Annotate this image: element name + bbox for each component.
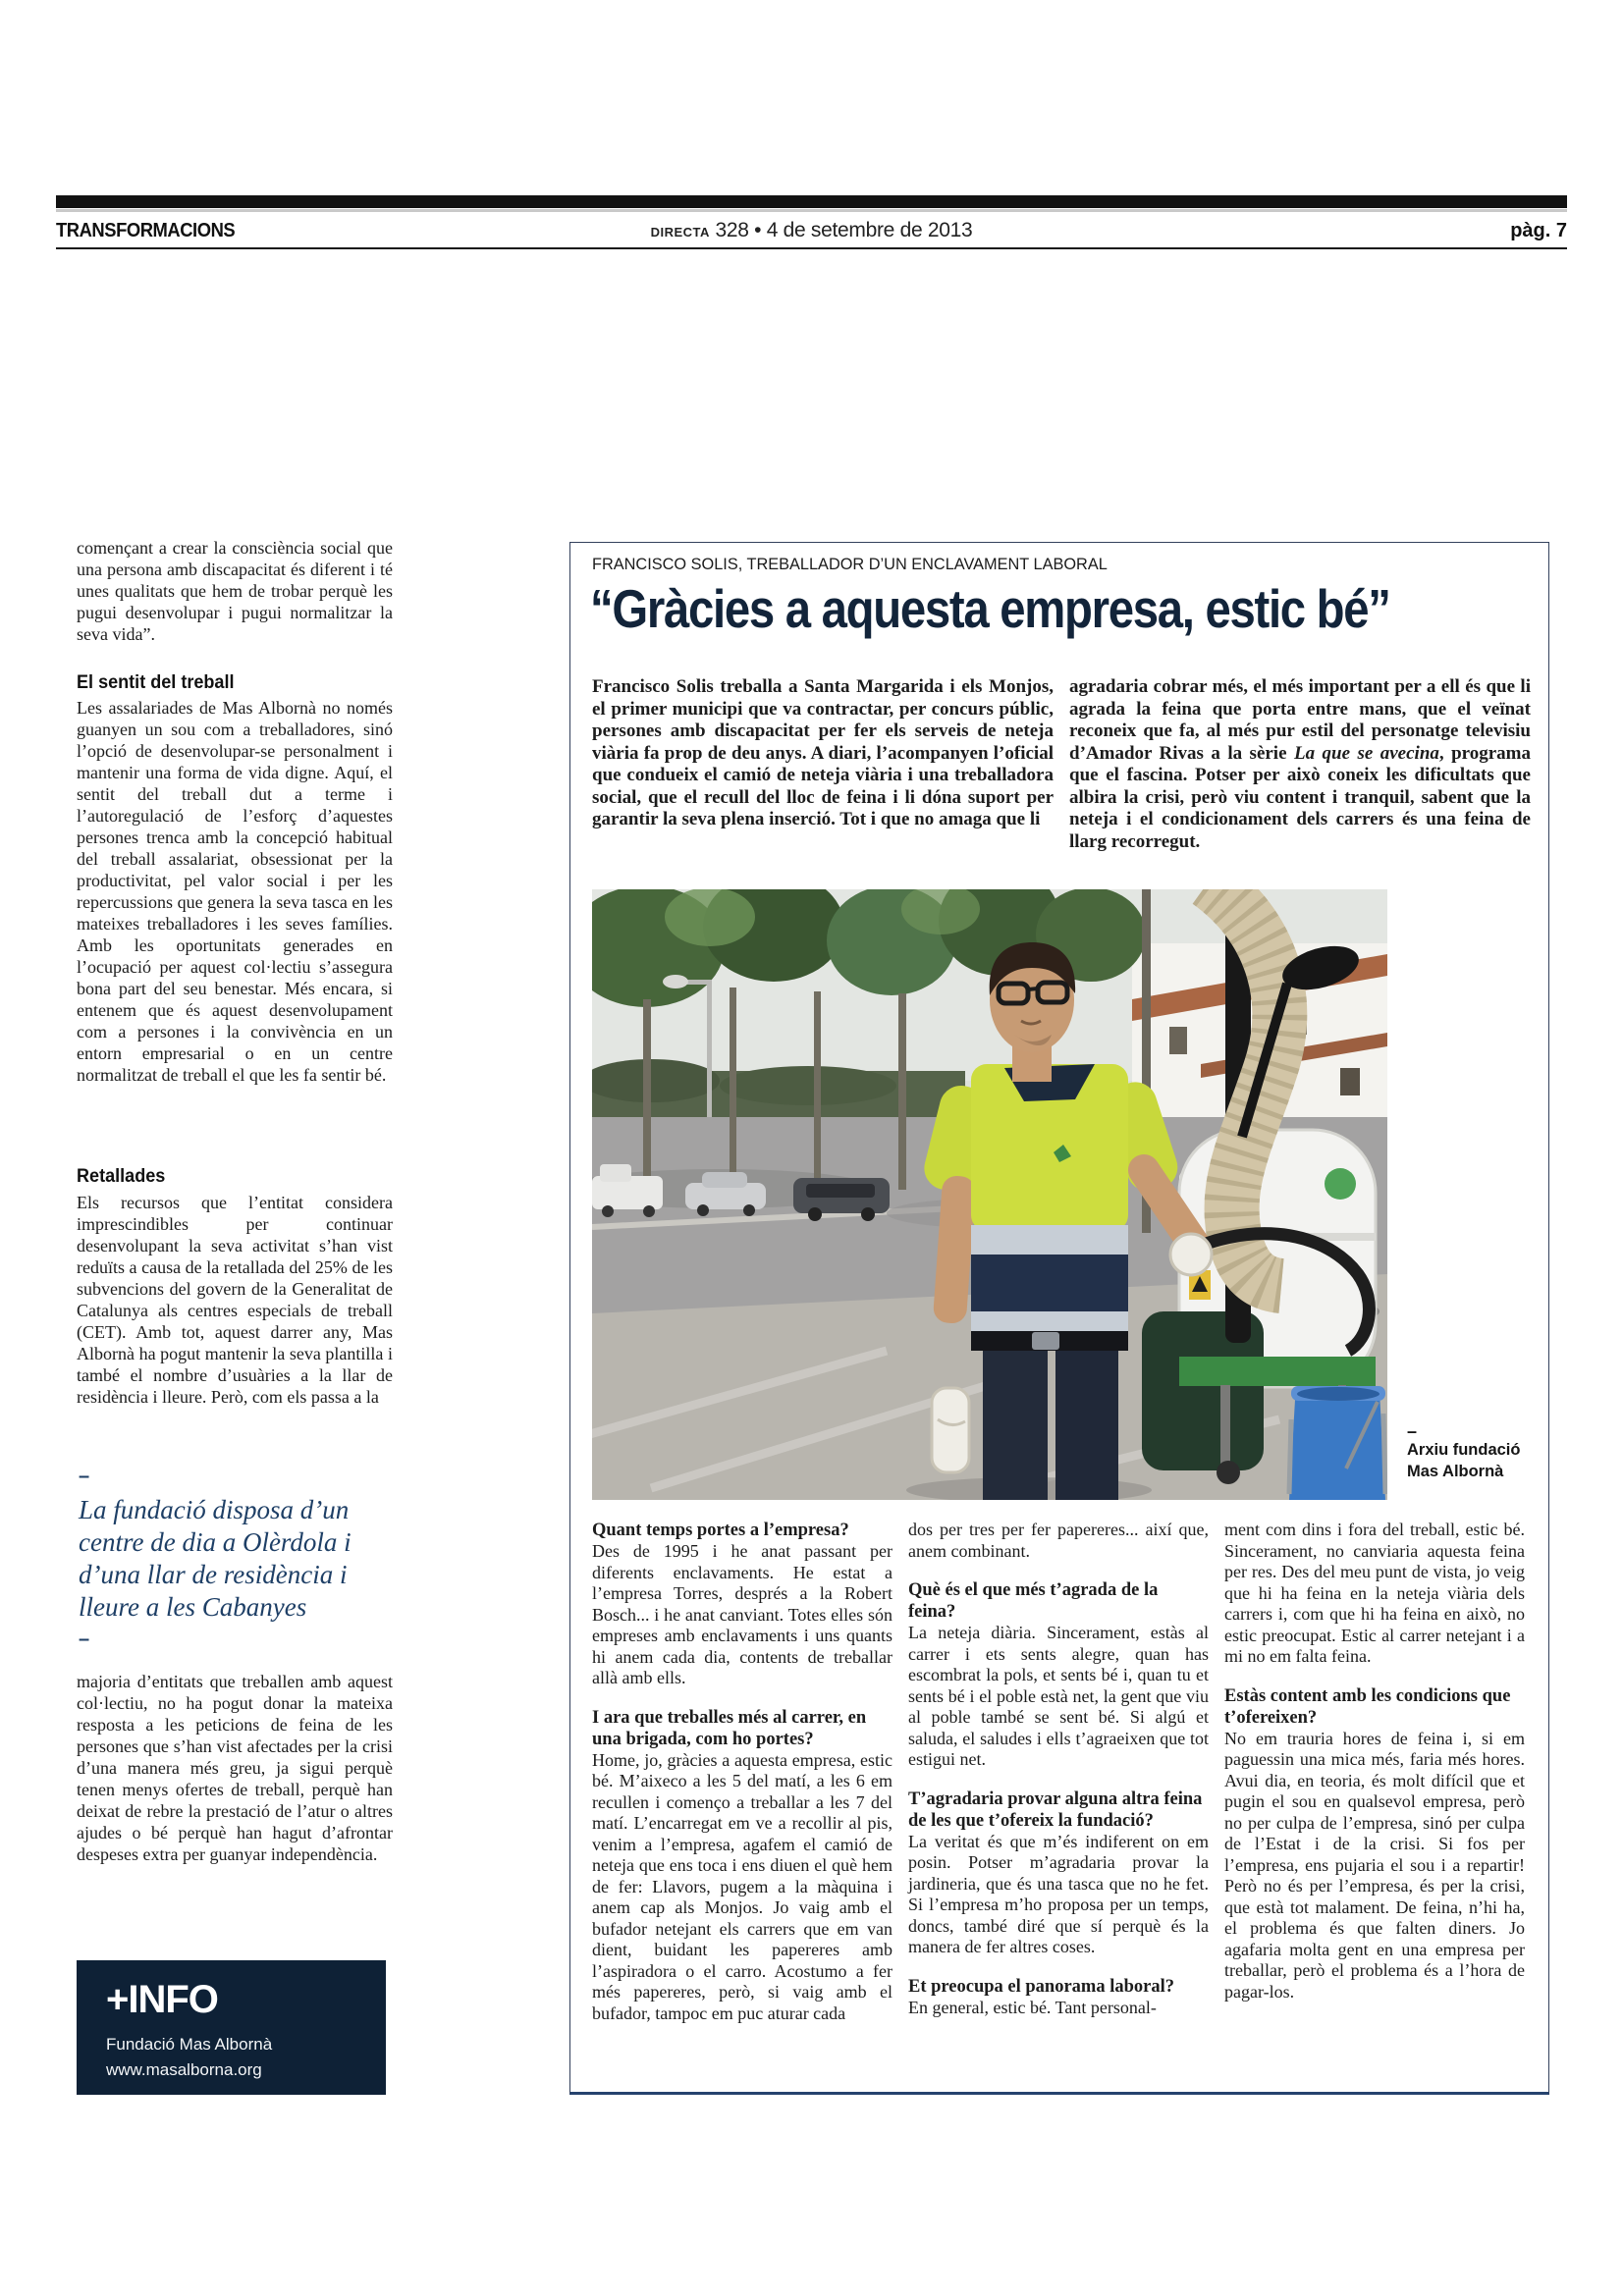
lead-col2-after: , programa que el fascina. Potser per això coneix les dificultats que albira la crisi, però viu content i tranquil, sabent que la neteja i el condicionament dels carrers és una feina de llarg recorregut. [1069, 742, 1532, 852]
qa-answer: ment com dins i fora del treball, estic bé. Sincerament, no canviaria aquesta feina per res. Des del meu punt de vista, jo veig que hi ha feina en la neteja viària dels carrers i, com que hi ha feina en això, no estic preocupat. Estic al carrer netejant i a mi no em falta feina. [1224, 1520, 1525, 1666]
article-photo [592, 889, 1387, 1500]
qa-column-1 [592, 1520, 893, 2024]
qa-answer: La neteja diària. Sincerament, estàs al carrer i ets sents alegre, quan has escombrat la pols, et sents bé i, quan tu et sents bé i el poble està net, la gent que viu al poble també se sent bé. Si algú et saluda, el saludes i ells t’agraeixen que tot estigui net. [908, 1623, 1209, 1769]
qa-answer: Des de 1995 i he anat passant per diferents enclavaments. He estat a l’empresa Torres, després a la Robert Bosch... i he anat canviant. Totes elles són empreses amb enclavaments i uns quants hi anem cada dia, contents de treballar allà amb ells. [592, 1541, 893, 1687]
left-intro-paragraph: començant a crear la consciència social que una persona amb discapacitat és diferent i té unes qualitats que hem de trobar perquè les pugui desenvolupar i pugui normalitzar la seva vida”. [77, 538, 393, 644]
photo-credit [1407, 1423, 1544, 1482]
quote-dash-bottom: – [79, 1629, 90, 1650]
qa-column-3 [1224, 1520, 1525, 2002]
section-title: TRANSFORMACIONS [56, 220, 236, 241]
quote-dash-top: – [79, 1466, 90, 1487]
article-headline: “Gràcies a aquesta empresa, estic bé” [590, 578, 1390, 639]
qa-question: I ara que treballes més al carrer, en una brigada, com ho portes? [592, 1707, 867, 1749]
qa-question: Quant temps portes a l’empresa? [592, 1521, 849, 1540]
issue-date: 328 • 4 de setembre de 2013 [709, 219, 973, 241]
qa-answer: dos per tres per fer papereres... així que, anem combinant. [908, 1520, 1209, 1561]
info-box-url: www.masalborna.org [106, 2060, 262, 2079]
left-body-sentit: Les assalariades de Mas Albornà no només guanyen un sou com a treballadores, sinó l’opció de desenvolupar-se personalment i mantenir una forma de vida digne. Aquí, el sentit del treball dut a terme i l’autoregulació de l’esforç d’aquestes persones trenca amb la concepció habitual del treball assalariat, obsessionat per la productivitat, pel valor social i per les repercussions que genera la seva tasca en les mateixes treballadores i les seves famílies. Amb les oportunitats generades en l’ocupació per aquest col·lectiu s’assegura bona part del seu benestar. Més encara, si entenem que és aquest desenvolupament com a persones i la convivència en un entorn empresarial o en un centre normalitzat de treball el que les fa sentir bé. [77, 698, 393, 1085]
credit-line-2: Mas Albornà [1407, 1462, 1504, 1480]
qa-question: Estàs content amb les condicions que t’ofereixen? [1224, 1685, 1511, 1728]
lead-col2-series-title: La que se avecina [1293, 742, 1439, 764]
qa-answer: Home, jo, gràcies a aquesta empresa, estic bé. M’aixeco a les 5 del matí, a les 6 em recullen i començo a treballar a les 7 del matí. L’encarregat em ve a recollir al pis, venim a l’empresa, agafem el camió de neteja que ens toca i ens diuen el què hem de fer: Llavors, pugem a la màquina i anem cap als Monjos. Jo vaig amb el bufador netejant els carrers que em van dient, buidant les papereres amb l’aspiradora o el carro. Acostumo a fer més papereres, però, si vaig amb el bufador, tampoc em puc aturar cada [592, 1749, 893, 2023]
lead-col2-before: agradaria cobrar més, el més important per a ell és que li agrada la feina que porta entre mans, que el veïnat reconeix que fa, al més pur estil del personatge televisiu d’Amador Rivas a la sèrie [1069, 676, 1531, 764]
qa-question: Et preocupa el panorama laboral? [908, 1976, 1174, 1997]
page-header [56, 218, 1567, 243]
blue-bucket [1289, 1386, 1385, 1500]
top-black-bar [56, 195, 1567, 208]
left-heading-retallades: Retallades [77, 1166, 166, 1187]
article-lead [592, 676, 1531, 853]
left-heading-sentit: El sentit del treball [77, 672, 235, 693]
header-rule [56, 247, 1567, 249]
info-box [77, 1960, 386, 2095]
pull-quote: La fundació disposa d’un centre de dia a Olèrdola i d’una llar de residència i lleure a les Cabanyes [79, 1495, 352, 1622]
credit-dash: – [1407, 1421, 1418, 1441]
lead-column-2 [1069, 676, 1531, 853]
left-continuation-paragraph: majoria d’entitats que treballen amb aquest col·lectiu, no ha pogut donar la mateixa resposta a les peticions de feina de les persones que s’han vist afectades per la crisi d’una manera més greu, ja sigui perquè tenen menys ofertes de treball, perquè han deixat de rebre la prestació de l’atur o altres ajudes o bé perquè han hagut d’afrontar despeses extra per guanyar independència. [77, 1672, 393, 1864]
left-body-retallades: Els recursos que l’entitat considera imprescindibles per continuar desenvolupant la seva activitat s’han vist reduïts a causa de la retallada del 25% de les subvencions del govern de la Generalitat de Catalunya als centres especials de treball (CET). Amb tot, aquest darrer any, Mas Albornà ha pogut mantenir la seva plantilla i també el nombre d’usuàries a la llar de residència i lleure. Però, com els passa a la [77, 1193, 393, 1407]
qa-question: Què és el que més t’agrada de la feina? [908, 1580, 1159, 1622]
interview-article [569, 542, 1549, 2095]
info-box-org: Fundació Mas Albornà [106, 2035, 273, 2054]
top-bar-shadow [56, 209, 1567, 212]
qa-question: T’agradaria provar alguna altra feina de les que t’ofereix la fundació? [908, 1789, 1203, 1831]
credit-line-1: Arxiu fundació [1407, 1440, 1521, 1459]
qa-answer: No em trauria hores de feina i, si em paguessin una mica més, faria més hores. Avui dia, en teoria, és molt difícil que et pugin el sou en qualsevol empresa, però no per culpa de l’empresa, sinó per culpa de l’Estat i de la crisi. Si fos per l’empresa, ens pujaria el sou i a repartir! Però no és per l’empresa, és per la crisi, que està tot malament. De feina, n’hi ha, el problema és que falten diners. Jo agafaria molta gent en una empresa per treballar, però el problema és a l’hora de pagar-los. [1224, 1728, 1525, 2002]
lead-column-1: Francisco Solis treballa a Santa Margarida i els Monjos, el primer municipi que va contractar, per concurs públic, persones amb discapacitat per fer els serveis de neteja viària fa prop de deu anys. A diari, l’acompanyen l’oficial que condueix el camió de neteja viària i una treballadora social, que el recull del lloc de feina i li dóna suport per garantir la seva plena inserció. Tot i que no amaga que li [592, 676, 1054, 829]
page-number: pàg. 7 [1510, 220, 1567, 241]
qa-column-2 [908, 1520, 1209, 2018]
photo-illustration [592, 889, 1387, 1500]
masthead-name: DIRECTA [650, 225, 710, 240]
article-kicker: FRANCISCO SOLIS, TREBALLADOR D’UN ENCLAVAMENT LABORAL [592, 555, 1108, 573]
qa-answer: La veritat és que m’és indiferent on em posin. Potser m’agradaria provar la jardineria, que és una tasca que no he fet. Si l’empresa m’ho proposa per un temps, doncs, també diré que sí perquè és la manera de fer altres coses. [908, 1831, 1209, 1956]
masthead-dateline [56, 219, 1567, 242]
qa-answer: En general, estic bé. Tant personal- [908, 1997, 1157, 2017]
info-box-title: +INFO [106, 1978, 218, 2021]
